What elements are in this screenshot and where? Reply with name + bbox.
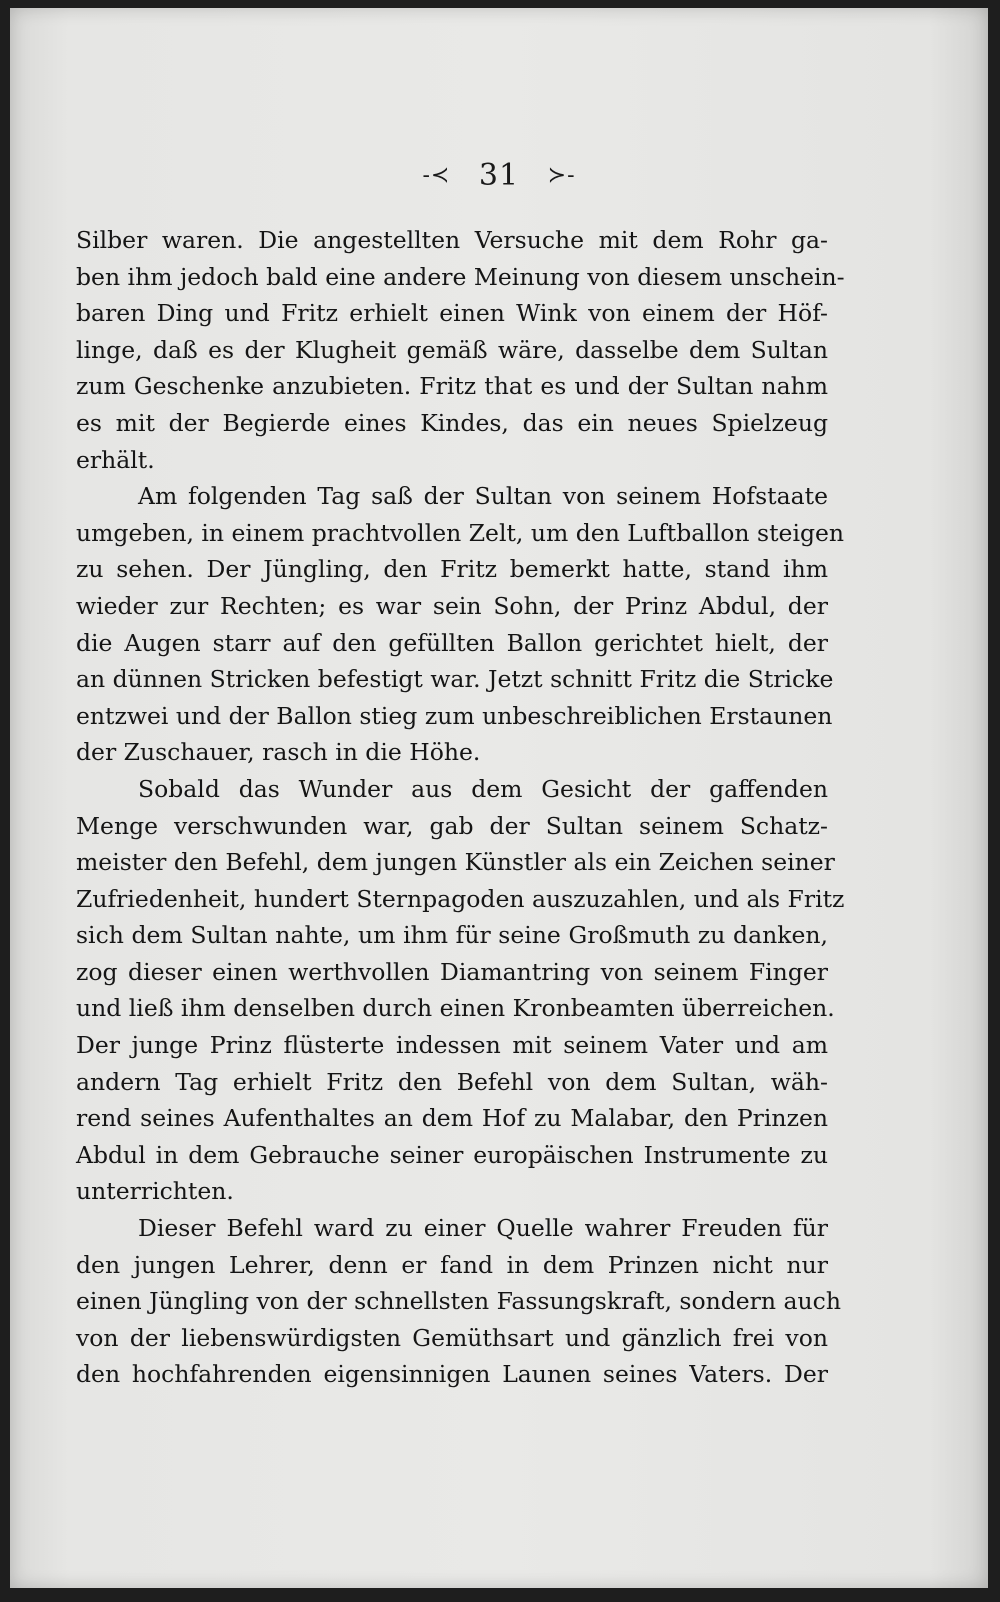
book-page (10, 8, 988, 1588)
ornament-right: ≻- (547, 163, 576, 188)
body-text (76, 222, 845, 1393)
text-line: andern Tag erhielt Fritz den Befehl von dem Sultan, wäh- (76, 1067, 828, 1096)
text-line: Der junge Prinz flüsterte indessen mit seinem Vater und am (76, 1031, 828, 1060)
text-line: Sobald das Wunder aus dem Gesicht der gaffenden (138, 774, 828, 803)
text-line: der Zuschauer, rasch in die Höhe. (76, 738, 481, 767)
text-line: zum Geschenke anzubieten. Fritz that es und der Sultan nahm (76, 372, 828, 401)
text-line: meister den Befehl, dem jungen Künstler als ein Zeichen seiner (76, 848, 835, 877)
text-line: wieder zur Rechten; es war sein Sohn, der Prinz Abdul, der (76, 591, 828, 620)
text-line: entzwei und der Ballon stieg zum unbeschreiblichen Erstaunen (76, 701, 833, 730)
ornament-left: -≺ (422, 163, 451, 188)
text-line: sich dem Sultan nahte, um ihm für seine Großmuth zu danken, (76, 921, 828, 950)
text-line: es mit der Begierde eines Kindes, das ein neues Spielzeug (76, 408, 828, 437)
text-line: an dünnen Stricken befestigt war. Jetzt schnitt Fritz die Stricke (76, 665, 834, 694)
text-line: von der liebenswürdigsten Gemüthsart und gänzlich frei von (76, 1323, 828, 1352)
page-header (10, 158, 988, 193)
text-line: ben ihm jedoch bald eine andere Meinung von diesem unschein- (76, 262, 845, 291)
text-line: umgeben, in einem prachtvollen Zelt, um den Luftballon steigen (76, 518, 845, 547)
text-line: Silber waren. Die angestellten Versuche mit dem Rohr ga- (76, 226, 828, 254)
text-line: die Augen starr auf den gefüllten Ballon gerichtet hielt, der (76, 628, 828, 657)
text-line: erhält. (76, 445, 155, 474)
text-line: und ließ ihm denselben durch einen Kronbeamten überreichen. (76, 994, 835, 1023)
text-line: zog dieser einen werthvollen Diamantring von seinem Finger (76, 957, 828, 986)
text-line: zu sehen. Der Jüngling, den Fritz bemerkt hatte, stand ihm (76, 555, 828, 584)
text-line: Abdul in dem Gebrauche seiner europäischen Instrumente zu (76, 1140, 828, 1169)
text-line: Zufriedenheit, hundert Sternpagoden auszuzahlen, und als Fritz (76, 884, 845, 913)
text-line: rend seines Aufenthaltes an dem Hof zu Malabar, den Prinzen (76, 1104, 828, 1133)
text-line: linge, daß es der Klugheit gemäß wäre, dasselbe dem Sultan (76, 335, 828, 364)
text-line: einen Jüngling von der schnellsten Fassungskraft, sondern auch (76, 1287, 841, 1316)
text-line: den hochfahrenden eigensinnigen Launen seines Vaters. Der (76, 1360, 828, 1389)
text-line: Dieser Befehl ward zu einer Quelle wahrer Freuden für (138, 1214, 828, 1243)
text-line: unterrichten. (76, 1177, 234, 1206)
text-line: den jungen Lehrer, denn er fand in dem Prinzen nicht nur (76, 1250, 828, 1279)
text-line: Am folgenden Tag saß der Sultan von seinem Hofstaate (138, 482, 828, 511)
page-number: 31 (478, 158, 520, 193)
text-line: baren Ding und Fritz erhielt einen Wink von einem der Höf- (76, 299, 828, 328)
text-line: Menge verschwunden war, gab der Sultan seinem Schatz- (76, 811, 828, 840)
